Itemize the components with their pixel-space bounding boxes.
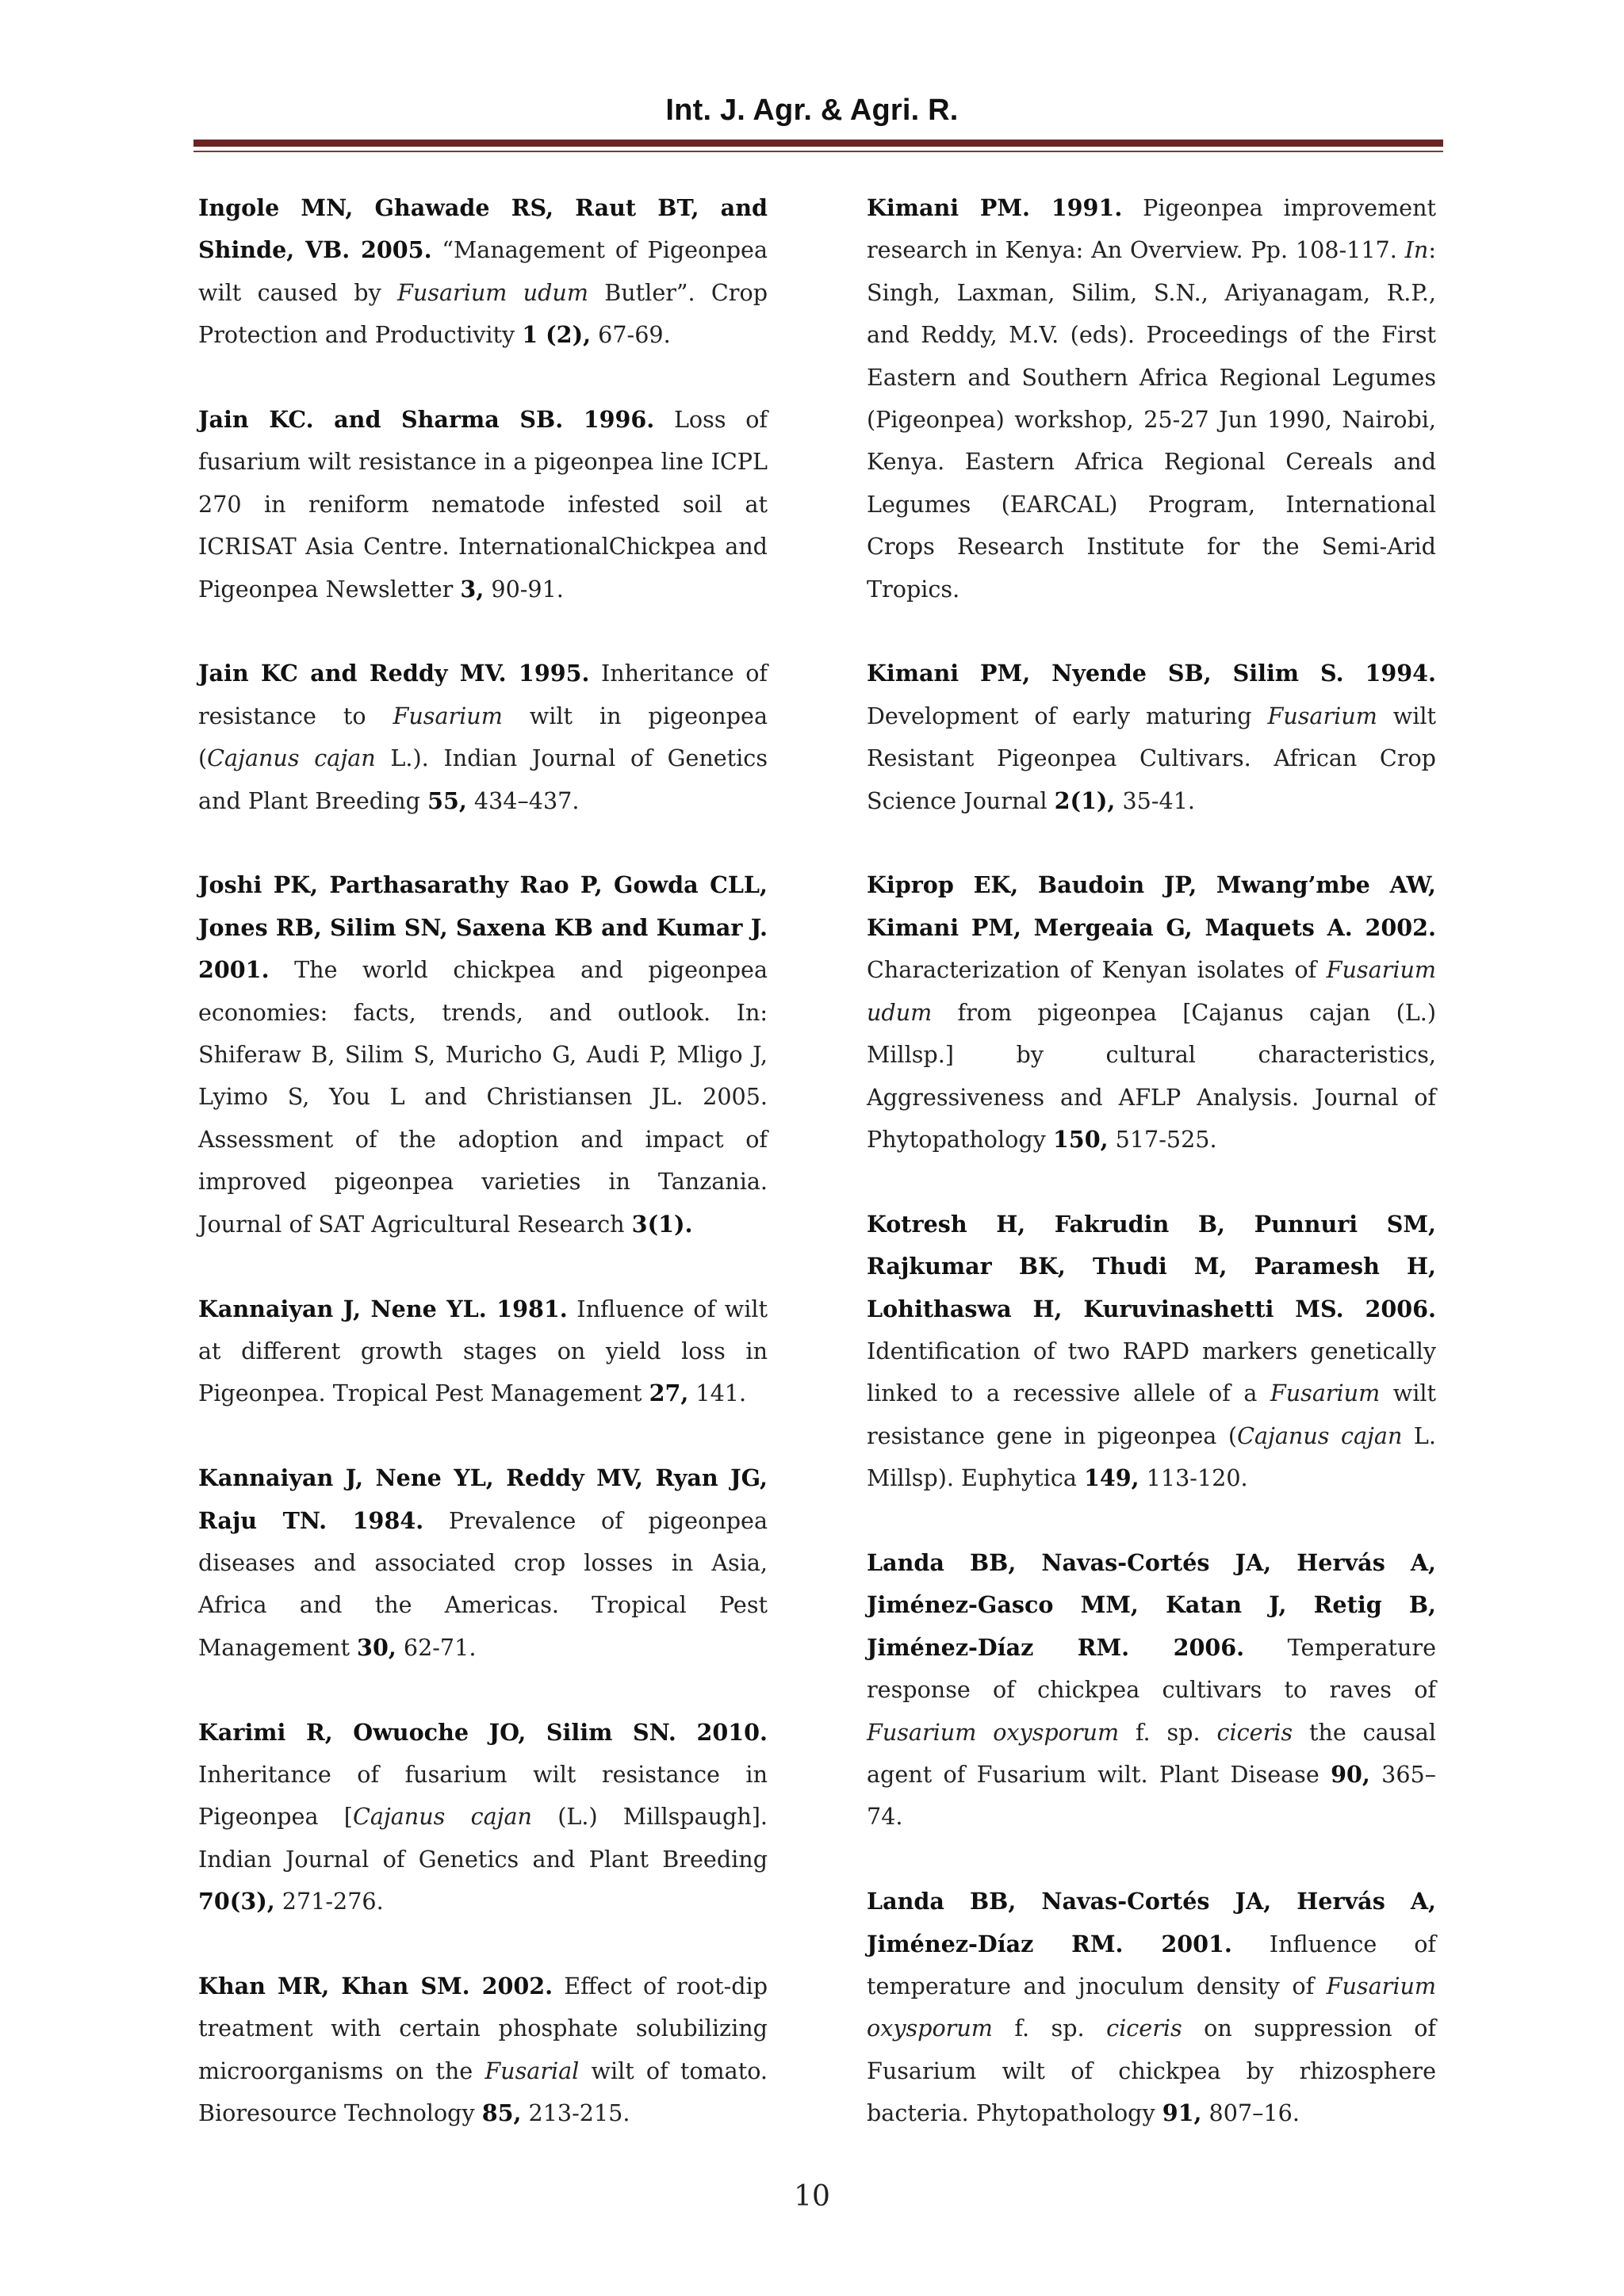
reference-authors: Kiprop EK, Baudoin JP, Mwang’mbe AW, Kimani PM, Mergeaia G, Maquets A. 2002. <box>867 871 1436 941</box>
reference-text: wilt in pigeonpea ( <box>198 702 768 772</box>
reference-text: The world chickpea and pigeonpea economies: facts, trends, and outlook. In: Shiferaw B, Silim S, Muricho G, Audi P, Mligo J, Lyimo S, You L and Christiansen JL. 2005. Assessment of the adoption and impact of improved pigeonpea varieties in Tanzania. Journal of SAT Agricultural Research <box>198 956 768 1238</box>
reference-text: L.). Indian Journal of Genetics and Plant Breeding <box>198 744 768 814</box>
reference-italic: ciceris <box>1216 1718 1293 1746</box>
reference-text: Butler”. Crop Protection and Productivity <box>198 278 768 349</box>
reference-italic: Fusarium oxysporum <box>867 1718 1120 1746</box>
reference-authors: Karimi R, Owuoche JO, Silim SN. 2010. <box>198 1718 768 1746</box>
reference-italic: Cajanus cajan <box>207 744 376 772</box>
reference-entry <box>198 864 768 1246</box>
reference-pages: 517-525. <box>1108 1125 1217 1153</box>
reference-italic: Fusarium <box>1267 702 1377 729</box>
reference-text: Temperature response of chickpea cultivars to raves of <box>867 1633 1436 1704</box>
reference-text: f. sp. <box>1119 1718 1217 1746</box>
reference-volume: 55, <box>427 786 467 814</box>
reference-italic: Fusarium <box>1270 1380 1381 1407</box>
reference-pages: 67-69. <box>591 321 671 349</box>
reference-volume: 70(3), <box>198 1888 275 1915</box>
reference-text: Influence of wilt at different growth stages on yield loss in Pigeonpea. Tropical Pest Management <box>198 1295 768 1407</box>
reference-pages: 113-120. <box>1139 1464 1248 1492</box>
reference-italic: Fusarium udum <box>397 278 588 306</box>
reference-volume: 3, <box>460 575 485 603</box>
reference-authors: Kotresh H, Fakrudin B, Punnuri SM, Rajkumar BK, Thudi M, Paramesh H, Lohithaswa H, Kuruvinashetti MS. 2006. <box>867 1210 1436 1322</box>
reference-authors: Kimani PM. 1991. <box>867 194 1123 221</box>
reference-entry <box>198 187 768 357</box>
reference-italic: Fusarial <box>485 2057 580 2084</box>
reference-text: the causal agent of Fusarium wilt. Plant Disease <box>867 1718 1436 1788</box>
reference-entry <box>867 864 1436 1161</box>
reference-text: Identification of two RAPD markers genetically linked to a recessive allele of a <box>867 1337 1436 1407</box>
reference-text: Pigeonpea improvement research in Kenya: An Overview. Pp. 108-117. <box>867 194 1437 264</box>
reference-volume: 150, <box>1052 1125 1109 1153</box>
reference-volume: 149, <box>1083 1464 1139 1492</box>
reference-pages: 62-71. <box>396 1633 477 1661</box>
reference-volume: 90, <box>1331 1760 1370 1788</box>
reference-entry <box>198 399 768 610</box>
reference-volume: 2(1), <box>1054 786 1116 814</box>
page-number: 10 <box>794 2180 830 2213</box>
reference-text: “Management of Pigeonpea wilt caused by <box>198 236 768 306</box>
header-rule-thick <box>193 140 1443 147</box>
reference-text: Development of early maturing <box>867 702 1268 729</box>
reference-entry <box>198 1712 768 1923</box>
reference-text: (L.) Millspaugh]. Indian Journal of Genetics and Plant Breeding <box>198 1803 768 1873</box>
reference-text: L. Millsp). Euphytica <box>867 1422 1436 1492</box>
reference-volume: 30, <box>357 1633 396 1661</box>
reference-text: Influence of temperature and jnoculum density of <box>867 1930 1436 1999</box>
header-rule-thin <box>193 151 1443 152</box>
reference-entry <box>867 187 1436 610</box>
reference-pages: 271-276. <box>274 1888 384 1915</box>
reference-text: Prevalence of pigeonpea diseases and associated crop losses in Asia, Africa and the Americas. Tropical Pest Management <box>198 1506 768 1661</box>
reference-entry <box>198 1288 768 1415</box>
reference-pages: 35-41. <box>1115 786 1195 814</box>
reference-text: on suppression of Fusarium wilt of chickpea by rhizosphere bacteria. Phytopathology <box>867 2015 1436 2127</box>
reference-pages: 365–74. <box>867 1760 1436 1831</box>
reference-pages: 434–437. <box>466 786 580 814</box>
reference-entry <box>867 1203 1436 1500</box>
reference-text: Characterization of Kenyan isolates of <box>867 956 1327 984</box>
reference-text: from pigeonpea [Cajanus cajan (L.) Millsp.] by cultural characteristics, Aggressiveness and AFLP Analysis. Journal of Phytopathology <box>867 998 1436 1153</box>
reference-authors: Kannaiyan J, Nene YL, Reddy MV, Ryan JG, Raju TN. 1984. <box>198 1464 768 1534</box>
reference-volume: 3(1). <box>631 1210 693 1238</box>
reference-authors: Kannaiyan J, Nene YL. 1981. <box>198 1295 568 1322</box>
reference-authors: Landa BB, Navas-Cortés JA, Hervás A, Jiménez-Gasco MM, Katan J, Retig B, Jiménez-Díaz RM. 2006. <box>867 1548 1436 1661</box>
reference-authors: Landa BB, Navas-Cortés JA, Hervás A, Jiménez-Díaz RM. 2001. <box>867 1888 1436 1957</box>
reference-entry <box>867 1881 1436 2134</box>
reference-text: f. sp. <box>992 2015 1107 2042</box>
reference-volume: 91, <box>1162 2099 1202 2127</box>
right-column <box>867 187 1436 2177</box>
reference-volume: 85, <box>481 2099 522 2127</box>
reference-entry <box>198 652 768 822</box>
reference-text: Loss of fusarium wilt resistance in a pigeonpea line ICPL 270 in reniform nematode infested soil at ICRISAT Asia Centre. InternationalChickpea and Pigeonpea Newsletter <box>198 406 768 603</box>
reference-italic: Cajanus cajan <box>352 1803 532 1831</box>
reference-volume: 27, <box>649 1380 689 1407</box>
reference-text: Inheritance of resistance to <box>198 660 768 729</box>
reference-authors: Ingole MN, Ghawade RS, Raut BT, and Shinde, VB. 2005. <box>198 194 768 264</box>
reference-italic: ciceris <box>1106 2015 1182 2042</box>
reference-text: Inheritance of fusarium wilt resistance in Pigeonpea [ <box>198 1760 768 1831</box>
reference-entry <box>867 1542 1436 1839</box>
reference-pages: 213-215. <box>521 2099 630 2127</box>
reference-text: wilt Resistant Pigeonpea Cultivars. African Crop Science Journal <box>867 702 1436 814</box>
journal-title: Int. J. Agr. & Agri. R. <box>665 94 959 127</box>
reference-pages: 807–16. <box>1201 2099 1300 2127</box>
reference-italic: Fusarium oxysporum <box>867 1972 1436 2042</box>
reference-authors: Khan MR, Khan SM. 2002. <box>198 1972 553 1999</box>
reference-pages: 141. <box>688 1380 747 1407</box>
reference-text: wilt resistance gene in pigeonpea ( <box>867 1380 1436 1449</box>
reference-authors: Joshi PK, Parthasarathy Rao P, Gowda CLL, Jones RB, Silim SN, Saxena KB and Kumar J. 2001. <box>198 871 768 984</box>
reference-volume: 1 (2), <box>522 321 592 349</box>
reference-italic: Cajanus cajan <box>1237 1422 1403 1449</box>
reference-italic: In <box>1404 236 1429 264</box>
reference-entry <box>198 1965 768 2135</box>
reference-italic: Fusarium udum <box>867 956 1436 1026</box>
left-column <box>198 187 768 2177</box>
reference-entry <box>198 1457 768 1669</box>
reference-pages: 90-91. <box>484 575 564 603</box>
reference-text: : Singh, Laxman, Silim, S.N., Ariyanagam, R.P., and Reddy, M.V. (eds). Proceedings of the First Eastern and Southern Africa Regional Legumes (Pigeonpea) workshop, 25-27 Jun 1990, Nairobi, Kenya. Eastern Africa Regional Cereals and Legumes (EARCAL) Program, International Crops Research Institute for the Semi-Arid Tropics. <box>867 236 1436 603</box>
reference-authors: Kimani PM, Nyende SB, Silim S. 1994. <box>867 660 1436 687</box>
reference-entry <box>867 652 1436 822</box>
reference-authors: Jain KC and Reddy MV. 1995. <box>198 660 590 687</box>
reference-text: wilt of tomato. Bioresource Technology <box>198 2057 768 2127</box>
reference-authors: Jain KC. and Sharma SB. 1996. <box>198 406 655 434</box>
reference-italic: Fusarium <box>393 702 503 729</box>
reference-text: Effect of root-dip treatment with certain phosphate solubilizing microorganisms on the <box>198 1972 768 2084</box>
